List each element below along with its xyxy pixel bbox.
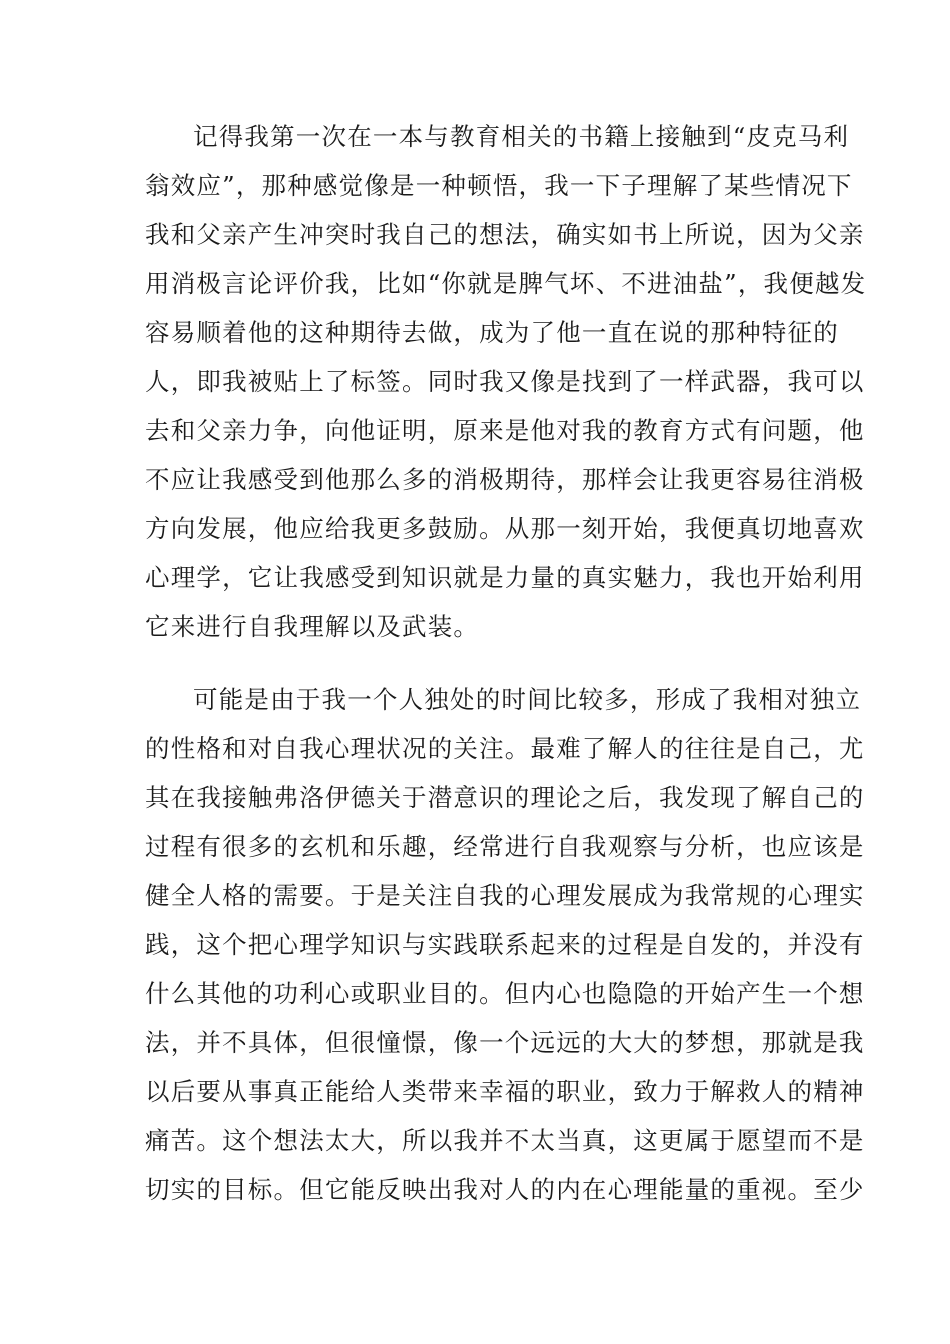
paragraph-1-line-8: 不应让我感受到他那么多的消极期待，那样会让我更容易往消极 bbox=[145, 465, 865, 494]
paragraph-1-line-9: 方向发展，他应给我更多鼓励。从那一刻开始，我便真切地喜欢 bbox=[145, 514, 865, 543]
document-body bbox=[145, 112, 867, 1214]
paragraph-1-line-11: 它来进行自我理解以及武装。 bbox=[145, 612, 480, 641]
paragraph-spacer bbox=[145, 651, 815, 675]
paragraph-2-line-7: 什么其他的功利心或职业目的。但内心也隐隐的开始产生一个想 bbox=[145, 979, 865, 1008]
paragraph-2-line-5: 健全人格的需要。于是关注自我的心理发展成为我常规的心理实 bbox=[145, 881, 865, 910]
paragraph-1-line-1: 记得我第一次在一本与教育相关的书籍上接触到“皮克马利 bbox=[193, 122, 850, 151]
paragraph-1-line-6: 人，即我被贴上了标签。同时我又像是找到了一样武器，我可以 bbox=[145, 367, 865, 396]
paragraph-1-line-3: 我和父亲产生冲突时我自己的想法，确实如书上所说，因为父亲 bbox=[145, 220, 865, 249]
paragraph-2-line-4: 过程有很多的玄机和乐趣，经常进行自我观察与分析，也应该是 bbox=[145, 832, 865, 861]
paragraph-2-line-8: 法，并不具体，但很憧憬，像一个远远的大大的梦想，那就是我 bbox=[145, 1028, 865, 1057]
paragraph-2-line-6: 践，这个把心理学知识与实践联系起来的过程是自发的，并没有 bbox=[145, 930, 865, 959]
paragraph-2-line-9: 以后要从事真正能给人类带来幸福的职业，致力于解救人的精神 bbox=[145, 1077, 865, 1106]
paragraph-2-line-2: 的性格和对自我心理状况的关注。最难了解人的往往是自己，尤 bbox=[145, 734, 865, 763]
paragraph-2-line-10: 痛苦。这个想法太大，所以我并不太当真，这更属于愿望而不是 bbox=[145, 1126, 865, 1155]
paragraph-1-line-2: 翁效应”，那种感觉像是一种顿悟，我一下子理解了某些情况下 bbox=[145, 171, 853, 200]
paragraph-2-line-3: 其在我接触弗洛伊德关于潜意识的理论之后，我发现了解自己的 bbox=[145, 783, 865, 812]
paragraph-1-line-10: 心理学，它让我感受到知识就是力量的真实魅力，我也开始利用 bbox=[145, 563, 865, 592]
paragraph-2-line-11: 切实的目标。但它能反映出我对人的内在心理能量的重视。至少 bbox=[145, 1175, 865, 1204]
paragraph-1-line-4: 用消极言论评价我，比如“你就是脾气坏、不进油盐”，我便越发 bbox=[145, 269, 867, 298]
paragraph-1-line-5: 容易顺着他的这种期待去做，成为了他一直在说的那种特征的 bbox=[145, 318, 839, 347]
paragraph-2-line-1: 可能是由于我一个人独处的时间比较多，形成了我相对独立 bbox=[193, 685, 862, 714]
paragraph-1-line-7: 去和父亲力争，向他证明，原来是他对我的教育方式有问题，他 bbox=[145, 416, 865, 445]
